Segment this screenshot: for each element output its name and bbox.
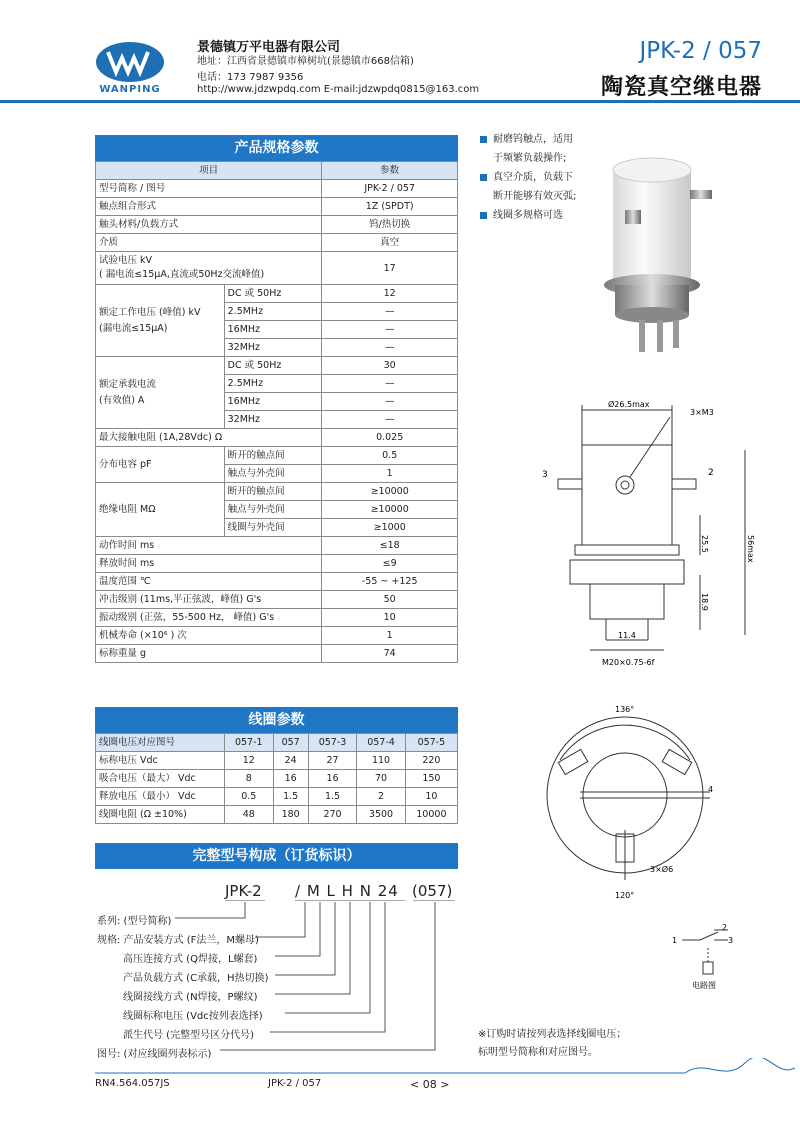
order-line: 规格: 产品安装方式 (F法兰，M螺母) [97, 935, 259, 946]
spec-table: 项目 参数 型号简称 / 图号 JPK-2 / 057 触点组合形式 1Z (SPDT) 触头材料/负载方式 钨/热切换 介质 真空 试验电压 kV ( 漏电流≤15μA,直流或50Hz交流峰值) 17 额定工作电压 (峰值) kV (漏电流≤15μA) DC 或 50Hz 12 2.5MHz — 16MHz — 32MHz — 额定承载电流 (有效值) A DC 或 50Hz 30 2.5MHz — 16MHz — 32MHz — 最大接触电阻 (1A,28Vdc) Ω 0.025 分布电容 pF 断开的触点间 0.5 触点与外壳间 1 绝缘电阻 MΩ 断开的触点间 ≥10000 触点与外壳间 ≥10000 线圈与外壳间 ≥1000 动作时间 ms ≤18 释放时间 ms ≤9 温度范围 ℃ -55 ~ +125 冲击级别 (11ms,半正弦波，峰值) G's 50 振动级别 (正弦，55-500 Hz， 峰值) G's 10 机械寿命 (×10⁶ ) 次 1 标称重量 g 74 [95, 161, 458, 663]
order-line: 图号: (对应线圈列表标示) [97, 1049, 212, 1060]
dim-label: 11.4 [618, 631, 636, 640]
circuit-label: 电路图 [692, 981, 716, 990]
bullet-icon [480, 212, 487, 219]
table-row: 吸合电压（最大） Vdc 8 16 16 70 150 [96, 770, 458, 788]
bullet-icon [480, 136, 487, 143]
logo-text: WANPING [99, 84, 161, 95]
pin-label: 3 [728, 936, 734, 945]
spec-section [95, 135, 458, 663]
product-photo [595, 145, 735, 365]
col-item: 项目 [96, 162, 322, 180]
dim-thread: M20×0.75-6f [602, 658, 655, 667]
dim-label: 4 [708, 785, 714, 794]
order-legend [97, 912, 268, 1064]
pin-label: 1 [672, 936, 678, 945]
table-row: 介质 真空 [96, 234, 458, 252]
logo [94, 40, 166, 98]
dim-angle: 120° [615, 891, 635, 900]
model-title: JPK-2 / 057 [639, 38, 762, 64]
order-title: 完整型号构成（订货标识） [95, 843, 458, 869]
table-row: 试验电压 kV ( 漏电流≤15μA,直流或50Hz交流峰值) 17 [96, 252, 458, 285]
page-number: < 08 > [410, 1078, 450, 1091]
product-name: 陶瓷真空继电器 [600, 75, 762, 100]
bullet-icon [480, 174, 487, 181]
coil-table: 线圈电压对应图号 057-1 057 057-3 057-4 057-5 标称电压 Vdc 12 24 27 110 220 吸合电压（最大） Vdc 8 16 16 70 150 释放电压（最小） Vdc 0.5 1.5 1.5 2 10 线圈电阻 (Ω ±10%) 48 180 270 3500 10000 [95, 733, 458, 824]
feature-item: 真空介质，负载下 [480, 168, 576, 187]
top-view-drawing [530, 700, 730, 900]
table-row: 释放电压（最小） Vdc 0.5 1.5 1.5 2 10 [96, 788, 458, 806]
dim-diameter: Ø26.5max [608, 400, 650, 409]
table-row: 线圈电阻 (Ω ±10%) 48 180 270 3500 10000 [96, 806, 458, 824]
dim-angle: 136° [615, 705, 635, 714]
col-param: 参数 [322, 162, 458, 180]
order-note: ※订购时请按列表选择线圈电压； 标明型号简称和对应图号。 [478, 1029, 627, 1058]
order-line: 系列: (型号简称) [97, 916, 172, 927]
side-view-drawing [530, 395, 770, 685]
footer-model: JPK-2 / 057 [268, 1078, 322, 1089]
order-line: 线圈标称电压 (Vdc按列表选择) [123, 1011, 263, 1022]
dim-label: 25.5 [700, 535, 709, 553]
address: 地址：江西省景德镇市樟树坑(景德镇市668信箱) [197, 56, 414, 67]
table-row: 标称电压 Vdc 12 24 27 110 220 [96, 752, 458, 770]
order-code-suffix: (057) [412, 882, 453, 900]
order-line: 产品负载方式 (C承载，H热切换) [123, 973, 269, 984]
table-row: 型号简称 / 图号 JPK-2 / 057 [96, 180, 458, 198]
feature-item: 耐磨钨触点，适用 [480, 130, 576, 149]
table-row: 触点组合形式 1Z (SPDT) [96, 198, 458, 216]
coil-title: 线圈参数 [95, 707, 458, 733]
company-name: 景德镇万平电器有限公司 [197, 40, 341, 55]
pin-label: 2 [722, 923, 728, 932]
feature-list: 耐磨钨触点，适用 于频繁负载操作; 真空介质，负载下 断开能够有效灭弧; 线圈多规格可选 [480, 130, 576, 225]
dim-holes: 3×Ø6 [650, 865, 674, 874]
order-section [95, 843, 458, 869]
circuit-diagram [670, 920, 740, 995]
web: http://www.jdzwpdq.com E-mail:jdzwpdq0815@163.com [197, 84, 480, 95]
order-code-mid: / M L H N 24 [295, 882, 399, 900]
order-line: 高压连接方式 (Q焊接，L螺套) [123, 954, 258, 965]
header-rule [0, 100, 800, 103]
spec-title: 产品规格参数 [95, 135, 458, 161]
phone: 电话：173 7987 9356 [197, 72, 304, 83]
dim-label: 18.9 [700, 593, 709, 611]
dim-holes: 3×M3 [690, 408, 714, 417]
feature-item: 线圈多规格可选 [480, 206, 576, 225]
order-line: 派生代号 (完整型号区分代号) [123, 1030, 254, 1041]
dim-label: 56max [746, 535, 755, 563]
order-code-prefix: JPK-2 [225, 882, 262, 900]
pin-label: 3 [542, 470, 548, 480]
pin-label: 2 [708, 468, 714, 478]
order-line: 线圈接线方式 (N焊接，P螺纹) [123, 992, 258, 1003]
table-row: 触头材料/负载方式 钨/热切换 [96, 216, 458, 234]
footer-doc: RN4.564.057JS [95, 1078, 170, 1089]
coil-section [95, 707, 458, 824]
